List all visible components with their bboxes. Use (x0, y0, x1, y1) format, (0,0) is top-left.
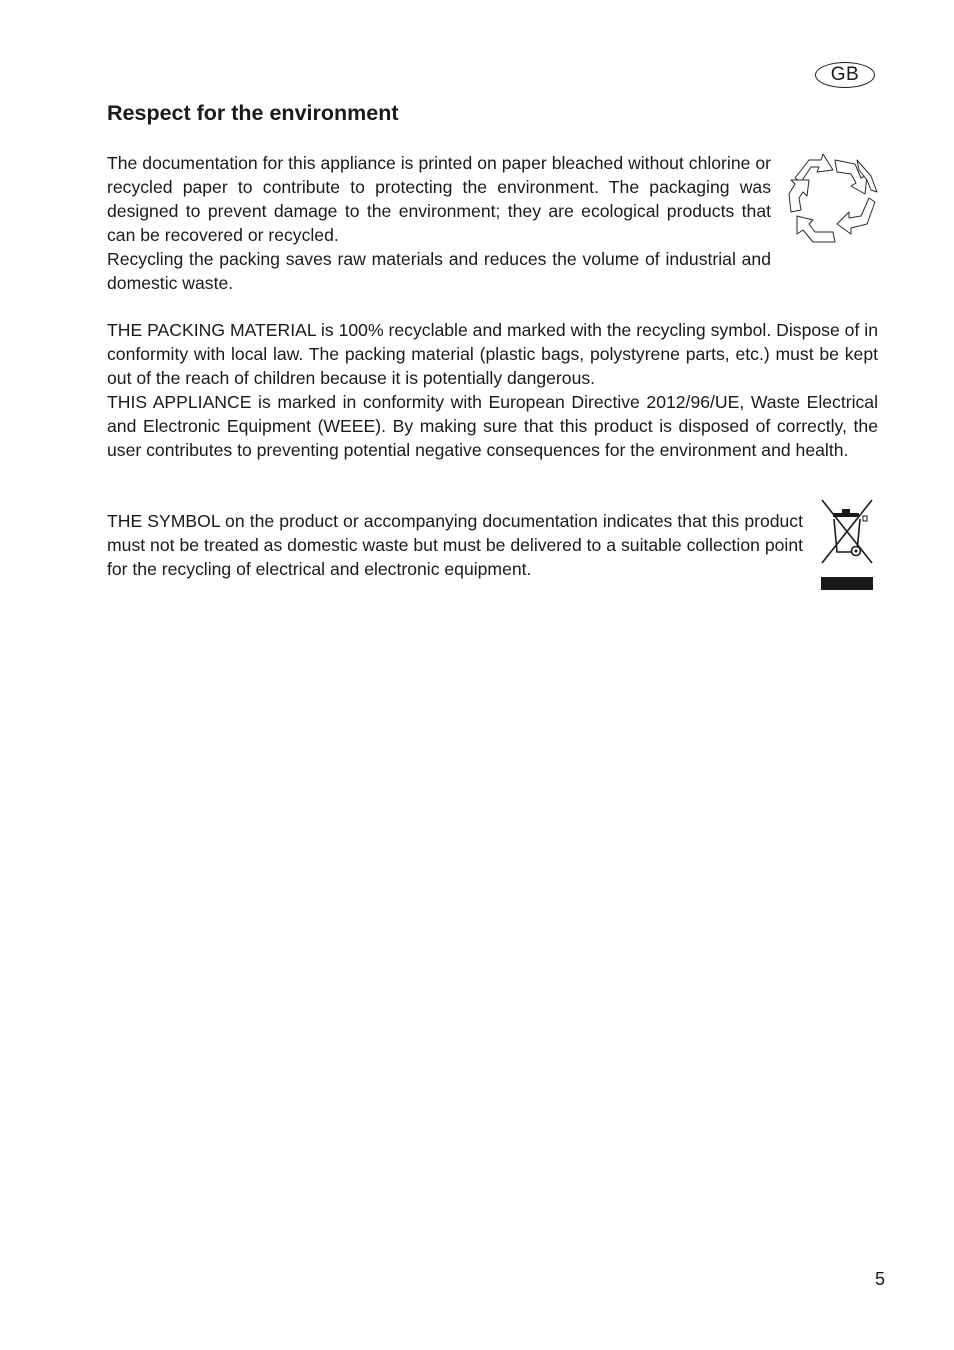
language-badge: GB (815, 62, 875, 88)
paragraph-line: THE PACKING MATERIAL is 100% recyclable and marked with the recycling symbol. Dispose of in conformity with local law. The packing material (plastic bags, polystyrene parts, etc.) must be kept out of the reach of children because it is potentially dangerous. (107, 320, 878, 388)
paragraph-documentation (107, 151, 771, 295)
recycle-icon (787, 150, 881, 246)
paragraph-packing-material (107, 318, 878, 462)
section-title: Respect for the environment (107, 101, 399, 125)
paragraph-line: The documentation for this appliance is printed on paper bleached without chlorine or recycled paper to contribute to protecting the environment. The packaging was designed to prevent damage to the environment; they are ecological products that can be recovered or recycled. (107, 153, 771, 245)
paragraph-line: Recycling the packing saves raw materials and reduces the volume of industrial and domestic waste. (107, 249, 771, 293)
paragraph-weee-symbol: THE SYMBOL on the product or accompanying documentation indicates that this product must not be treated as domestic waste but must be delivered to a suitable collection point for the recycling of electrical and electronic equipment. (107, 511, 803, 579)
crossed-out-wheelie-bin-icon (819, 498, 875, 592)
page-number: 5 (875, 1269, 886, 1289)
paragraph-line: THIS APPLIANCE is marked in conformity with European Directive 2012/96/UE, Waste Electrical and Electronic Equipment (WEEE). By making sure that this product is disposed of correctly, the user contributes to preventing potential negative consequences for the environment and health. (107, 392, 878, 460)
